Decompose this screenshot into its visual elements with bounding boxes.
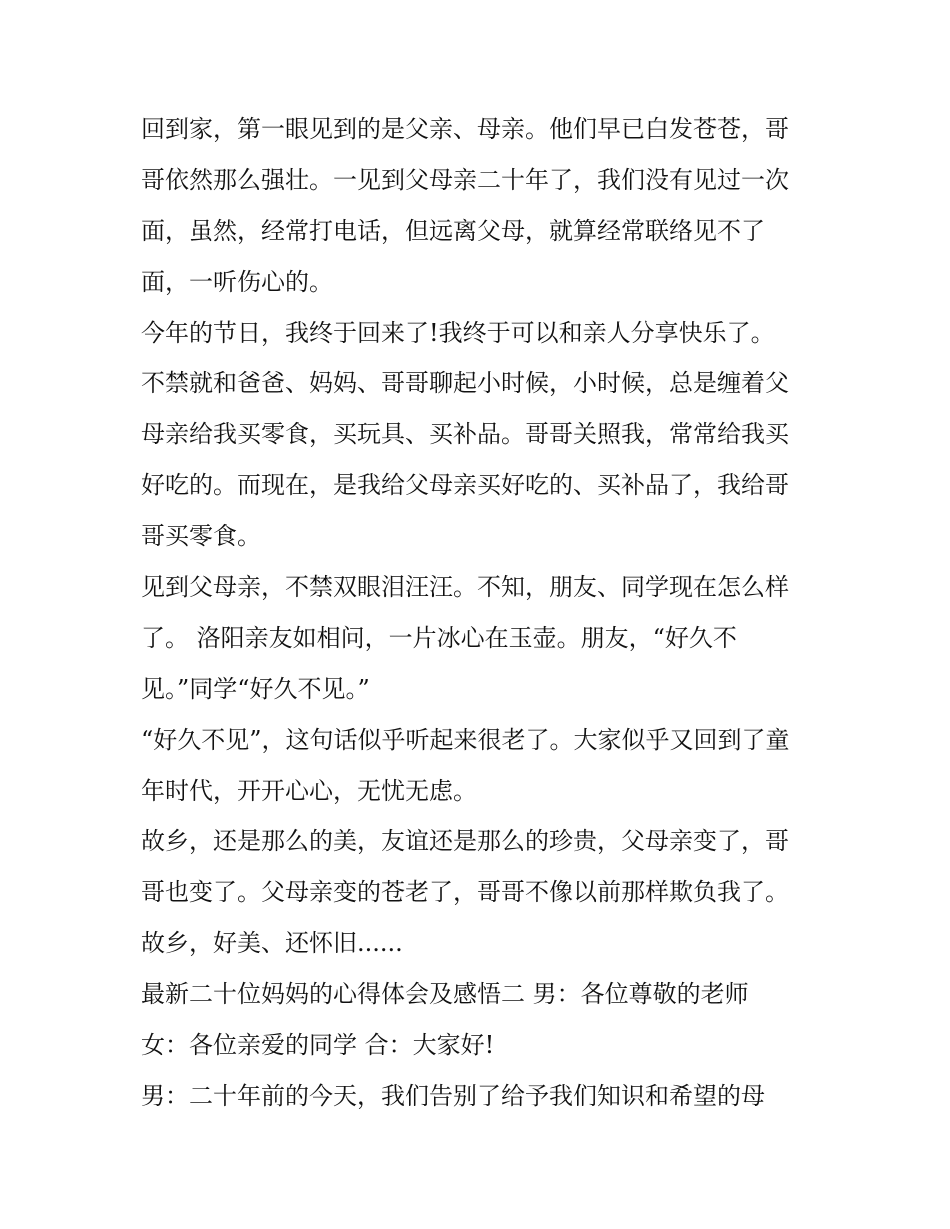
text-line: 不禁就和爸爸、妈妈、哥哥聊起小时候，小时候，总是缠着父 bbox=[141, 369, 789, 398]
text-line: 女：各位亲爱的同学 合：大家好! bbox=[141, 1031, 495, 1060]
text-line: 年时代，开开心心，无忧无虑。 bbox=[141, 776, 477, 805]
text-line: 哥也变了。父母亲变的苍老了，哥哥不像以前那样欺负我了。 bbox=[141, 878, 789, 907]
text-line: 今年的节日，我终于回来了!我终于可以和亲人分享快乐了。 bbox=[141, 318, 775, 347]
text-line: 面，一听伤心的。 bbox=[141, 267, 333, 296]
document-body bbox=[141, 104, 821, 1122]
text-line: 回到家，第一眼见到的是父亲、母亲。他们早已白发苍苍，哥 bbox=[141, 115, 789, 143]
text-line: “好久不见”，这句话似乎听起来很老了。大家似乎又回到了童 bbox=[141, 725, 790, 754]
text-line: 母亲给我买零食，买玩具、买补品。哥哥关照我，常常给我买 bbox=[141, 420, 789, 449]
text-line: 故乡，还是那么的美，友谊还是那么的珍贵，父母亲变了，哥 bbox=[141, 827, 789, 856]
text-line: 见。”同学“好久不见。” bbox=[141, 674, 370, 703]
text-line: 哥买零食。 bbox=[141, 522, 261, 551]
text-line: 哥依然那么强壮。一见到父母亲二十年了，我们没有见过一次 bbox=[141, 165, 789, 194]
text-line: 好吃的。而现在，是我给父母亲买好吃的、买补品了，我给哥 bbox=[141, 471, 789, 500]
text-line: 见到父母亲，不禁双眼泪汪汪。不知，朋友、同学现在怎么样 bbox=[141, 573, 789, 602]
text-line: 男：二十年前的今天，我们告别了给予我们知识和希望的母 bbox=[141, 1081, 765, 1110]
text-line: 面，虽然，经常打电话，但远离父母，就算经常联络见不了 bbox=[141, 216, 765, 245]
text-line: 最新二十位妈妈的心得体会及感悟二 男：各位尊敬的老师 bbox=[141, 980, 749, 1009]
text-line: 了。 洛阳亲友如相问，一片冰心在玉壶。朋友，“好久不 bbox=[141, 623, 737, 652]
text-line: 故乡，好美、还怀旧...... bbox=[141, 929, 403, 958]
